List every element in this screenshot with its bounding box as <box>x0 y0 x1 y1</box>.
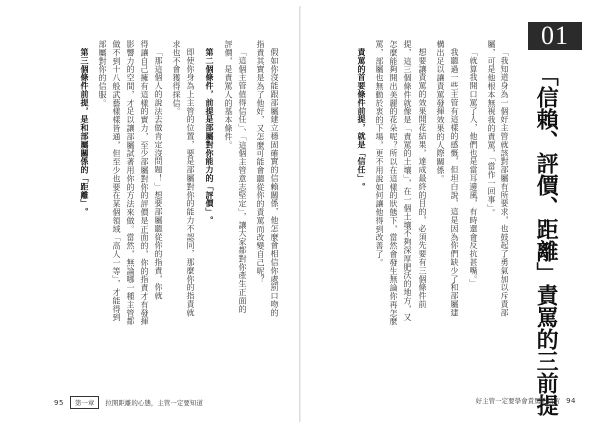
page-gutter <box>299 6 301 422</box>
left-para-4: 評價，是責罵人的基本條件。 <box>224 40 233 150</box>
right-para-2: 屬，可是他根本無視我的責罵，「當作一回事」。 <box>487 40 496 217</box>
right-para-6: 想要讓責罵的效果開花結果，達成最終的目的，必須先要有三個條件前 <box>418 48 427 309</box>
right-para-1: 「我知道身為一個好主管就該對部屬有所要求，也鼓起了勇氣加以斥責部 <box>500 48 509 317</box>
left-para-2: 指責其實是為了他好，又怎麼可能會聽從你的責罵而改變自己呢？ <box>256 40 265 284</box>
right-page-number: 94 <box>566 396 576 405</box>
left-para-8: 得讓自己擁有這樣的實力，至少部屬對你的評價是正面的，你的指責才有發揮 <box>140 40 149 326</box>
right-para-3: 「就算我開口罵了人，他們也是當耳邊風，有時還會反抗甚嘴。」 <box>469 48 478 288</box>
right-running-head: 好主管一定要學會責罵的技術 <box>475 397 561 405</box>
chapter-title: 「信賴、評價、距離」責罵的三前提 <box>533 64 559 416</box>
left-para-5: 即使你身為上主管的位置，要是部屬對你的能力不認同，那麼你的指責就 <box>186 48 195 317</box>
left-page-number: 95 <box>54 398 64 407</box>
right-para-5: 構出足以讓責罵發揮效果的人際關係。 <box>436 40 445 183</box>
right-para-8: 怎麼能夠開出美麗的花朵呢？所以在這樣的狀態下，當然會發生無論你再怎麼 <box>389 40 398 326</box>
left-para-11: 部屬對你的信服。 <box>98 40 107 108</box>
chapter-number-badge: 01 <box>528 22 582 50</box>
left-bold-1: 第二個條件，前提是部屬對你能力的「評價」。 <box>205 48 214 225</box>
left-running-head: 拉開距離的心態，主管一定要知道 <box>105 399 203 407</box>
left-para-7: 「那這個人的說法去做肯定沒問題！」想要部屬聽從你的指責，你就 <box>154 48 163 300</box>
left-para-6: 求也不會獲得採信。 <box>172 40 181 116</box>
right-para-7: 提，這三個條件就像是「責罵的土壤」，在一個土壤不夠深厚肥沃的地方，又 <box>403 40 412 322</box>
right-para-9: 罵，部屬也無動於衷的下場，更不用說如何讓他得到改善了。 <box>375 40 384 267</box>
left-para-9: 影響力的空間，才足以讓部屬試著用你的方法來做。當然，無論哪一種主管都 <box>126 40 135 326</box>
left-para-3: 「這個主管值得信任」、「這個主管意志堅定」，讓大家都對你產生正面的 <box>238 48 247 314</box>
right-bold-1: 責罵的首要條件前提，就是「信任」。 <box>357 48 366 191</box>
chapter-tab: 第一章 <box>70 396 100 409</box>
left-para-1: 假如你沒能跟部屬建立穩固確實的信賴關係，他怎麼會相信你處罰口吻的 <box>270 48 279 317</box>
right-footer <box>476 396 576 405</box>
right-para-4: 我聽過一些主管有這樣的感慨，但坦白說，這是因為你們缺少了和部屬建 <box>450 48 459 317</box>
left-footer <box>54 396 203 409</box>
left-bold-2: 第三個條件前提，是和部屬關係的「距離」。 <box>80 48 89 216</box>
left-para-10: 做不到十八般武藝樣樣皆通，但至少也要在某個領域「高人一等」，才能得到 <box>112 40 121 322</box>
